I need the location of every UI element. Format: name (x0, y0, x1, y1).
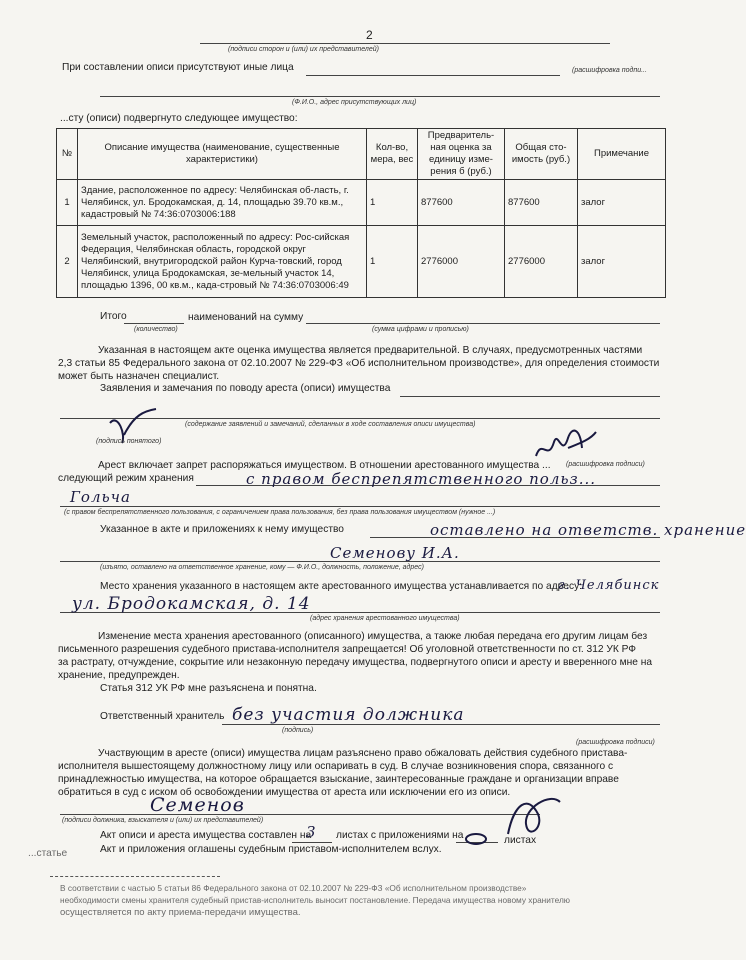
appeal-line-1: Участвующим в аресте (описи) имущества лицам разъяснено право обжаловать действия судебного пристава- (98, 748, 628, 759)
total-mid: наименований на сумму (188, 312, 304, 323)
caption-sum: (сумма цифрами и прописью) (372, 326, 469, 333)
act-sheets-3: листах (504, 835, 537, 846)
official-sign-line (60, 814, 540, 815)
signatures-line (200, 43, 610, 44)
cell-desc: Земельный участок, расположенный по адресу: Рос-сийская Федерация, Челябинская область, городской округ Челябинский, внутригородской район Курча-товский, город Челябинск, улица Бродокамская, зе-мельный участок 14, площадью 1396, 00 кв.м., када-стровый № 74:36:0703006:49 (78, 226, 367, 298)
hw-storage-mode-prefix: Гольча (70, 488, 131, 506)
caption-decode-sign-2: (расшифровка подписи) (576, 739, 655, 746)
left-edge-note: ...статье (28, 848, 68, 859)
caption-storage-mode: (с правом беспрепятственного пользования, с ограничением права пользования, без права пользования имуществом (нужное ...) (64, 509, 496, 516)
hw-property-2: Семенову И.А. (330, 544, 460, 562)
col-header-qty: Кол-во, мера, вес (367, 129, 418, 180)
col-header-num: № (57, 129, 78, 180)
caption-witness-sign: (подпись понятого) (96, 438, 162, 445)
remarks-label: Заявления и замечания по поводу ареста (описи) имущества (100, 383, 391, 394)
act-sheets-2: листах с приложениями на (336, 830, 464, 841)
change-line-1: Изменение места хранения арестованного (описанного) имущества, а также любая передача его другим лицам без (98, 631, 648, 642)
table-row (57, 226, 666, 298)
appeal-line-2: исполнителя вышестоящему должностному лицу или оспаривать в суд. В случае возникновения спора, связанного с (58, 761, 614, 772)
table-header-row (57, 129, 666, 180)
total-qty-line (124, 323, 184, 324)
table-row (57, 180, 666, 226)
change-line-4: хранение, предупрежден. (58, 670, 180, 681)
zero-mark-icon (462, 832, 490, 846)
cell-total: 877600 (505, 180, 578, 226)
cell-qty: 1 (367, 226, 418, 298)
act-announced: Акт и приложения оглашены судебным приставом-исполнителем вслух. (100, 844, 442, 855)
cell-note: залог (578, 180, 666, 226)
cell-note: залог (578, 226, 666, 298)
total-label: Итого (100, 311, 127, 322)
art312-statement: Статья 312 УК РФ мне разъяснена и понятна. (100, 683, 317, 694)
act-sheets-1: Акт описи и ареста имущества составлен на (100, 830, 312, 841)
footnote-divider (50, 876, 220, 877)
caption-storage-address: (адрес хранения арестованного имущества) (310, 615, 460, 622)
fio-line (100, 96, 660, 97)
hw-sheets: 3 (306, 823, 317, 841)
others-present-line (306, 75, 560, 76)
cell-price: 877600 (418, 180, 505, 226)
cell-desc: Здание, расположенное по адресу: Челябинская об-ласть, г. Челябинск, ул. Бродокамская, д. 14, площадью 39.70 кв.м., кадастровый № 74:36:0703006:188 (78, 180, 367, 226)
footnote-line-3: осуществляется по акту приема-передачи имущества. (60, 907, 301, 918)
caption-qty: (количество) (134, 326, 178, 333)
inventory-intro: ...сту (описи) подвергнуто следующее имущество: (60, 113, 298, 124)
hw-storage-mode: с правом беспрепятственного польз... (246, 470, 597, 488)
arrest-line-1: Арест включает запрет распоряжаться имуществом. В отношении арестованного имущества ... (98, 460, 551, 471)
caption-remarks: (содержание заявлений и замечаний, сделанных в ходе составления описи имущества) (185, 421, 476, 428)
caption-decode-sign-1: (расшифровка подписи) (566, 461, 645, 468)
cell-total: 2776000 (505, 226, 578, 298)
arrest-line-2: следующий режим хранения (58, 473, 194, 484)
valuation-line-2: 2,3 статьи 85 Федерального закона от 02.10.2007 № 229-ФЗ «Об исполнительном производстве», для определения стоимости (58, 358, 660, 369)
inventory-table (56, 128, 666, 298)
sheets-count-line (292, 842, 332, 843)
storage-place-label: Место хранения указанного в настоящем акте арестованного имущества устанавливается по адресу: (100, 581, 582, 592)
hw-city: г. Челябинск (558, 578, 660, 593)
footnote-line-2: необходимости смены хранителя судебный пристав-исполнитель выносит постановление. Передача имущества новому хранителю (60, 895, 571, 905)
col-header-note: Примечание (578, 129, 666, 180)
remarks-line-1 (400, 396, 660, 397)
total-sum-line (306, 323, 660, 324)
custodian-label: Ответственный хранитель (100, 711, 225, 722)
cell-num: 2 (57, 226, 78, 298)
valuation-line-1: Указанная в настоящем акте оценка имущества является предварительной. В случаях, предусмотренных частями (98, 345, 643, 356)
others-present-label: При составлении описи присутствуют иные лица (62, 62, 294, 73)
property-label: Указанное в акте и приложениях к нему имущество (100, 524, 344, 535)
appeal-line-4: обратиться в суд с иском об освобождении имущества от ареста или исключении его из описи. (58, 787, 511, 798)
caption-fio-address: (Ф.И.О., адрес присутствующих лиц) (292, 99, 417, 106)
col-header-price: Предваритель-ная оценка за единицу изме-рения б (руб.) (418, 129, 505, 180)
hw-property: оставлено на ответств. хранение (430, 521, 746, 539)
caption-signature: (подпись) (282, 727, 314, 734)
cell-num: 1 (57, 180, 78, 226)
col-header-desc: Описание имущества (наименование, существенные характеристики) (78, 129, 367, 180)
change-line-2: письменного разрешения судебного пристава-исполнителя запрещается! Об уголовной ответственности по ст. 312 УК РФ (58, 644, 637, 655)
caption-official-sign: (подписи должника, взыскателя и (или) их представителей) (62, 817, 264, 824)
caption-signatures-top: (подписи сторон и (или) их представителей) (228, 46, 379, 53)
caption-property: (изъято, оставлено на ответственное хранение, кому — Ф.И.О., должность, положение, адрес) (100, 564, 424, 571)
hw-custodian: без участия должника (232, 705, 465, 725)
caption-decode-sign-top: (расшифровка подпи... (572, 67, 647, 74)
cell-price: 2776000 (418, 226, 505, 298)
change-line-3: за растрату, отчуждение, сокрытие или незаконную передачу имущества, подвергнутого описи и аресту и вверенного мне на (58, 657, 653, 668)
page-number: 2 (366, 28, 373, 42)
hw-street: ул. Бродокамская, д. 14 (72, 594, 311, 614)
storage-mode-line-2 (60, 506, 660, 507)
footnote-line-1: В соответствии с частью 5 статьи 86 Федерального закона от 02.10.2007 № 229-ФЗ «Об исполнительном производстве» (60, 883, 527, 893)
hw-sign: Семенов (150, 794, 245, 816)
cell-qty: 1 (367, 180, 418, 226)
appeal-line-3: принадлежностью имущества, на которое обращается взыскание, заинтересованные граждане и организации вправе (58, 774, 619, 785)
valuation-line-3: может быть назначен специалист. (58, 371, 220, 382)
col-header-total: Общая сто-имость (руб.) (505, 129, 578, 180)
